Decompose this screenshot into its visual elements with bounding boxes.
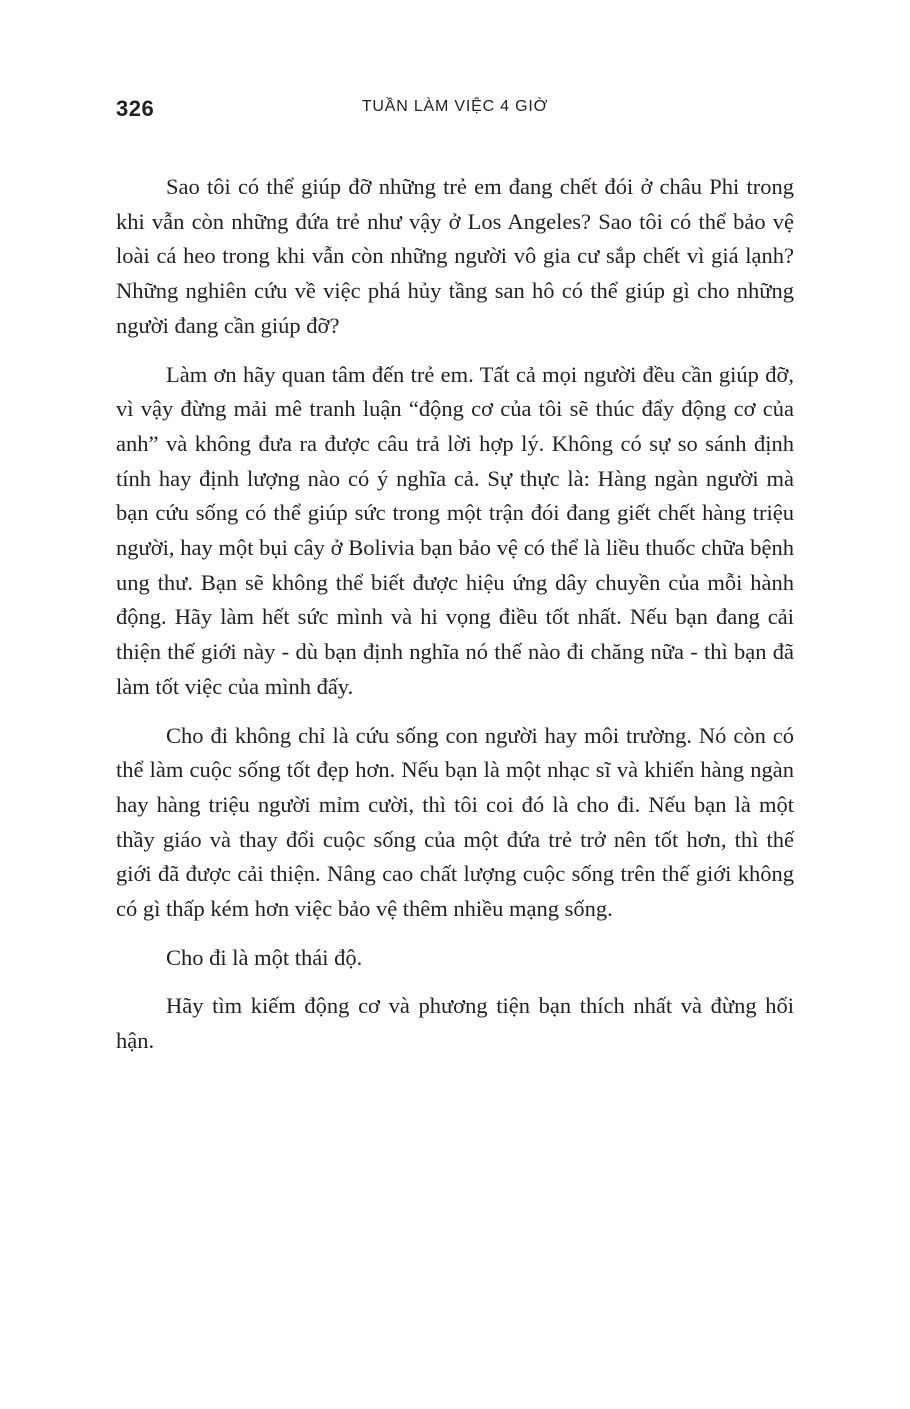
paragraph: Làm ơn hãy quan tâm đến trẻ em. Tất cả mọi người đều cần giúp đỡ, vì vậy đừng mải mê tranh luận “động cơ của tôi sẽ thúc đẩy động cơ của anh” và không đưa ra được câu trả lời hợp lý. Không có sự so sánh định tính hay định lượng nào có ý nghĩa cả. Sự thực là: Hàng ngàn người mà bạn cứu sống có thể giúp sức trong một trận đói đang giết chết hàng triệu người, hay một bụi cây ở Bolivia bạn bảo vệ có thể là liều thuốc chữa bệnh ung thư. Bạn sẽ không thể biết được hiệu ứng dây chuyền của mỗi hành động. Hãy làm hết sức mình và hi vọng điều tốt nhất. Nếu bạn đang cải thiện thế giới này - dù bạn định nghĩa nó thế nào đi chăng nữa - thì bạn đã làm tốt việc của mình đấy. <box>116 361 794 699</box>
body-text <box>116 170 794 1073</box>
paragraph: Hãy tìm kiếm động cơ và phương tiện bạn thích nhất và đừng hối hận. <box>116 993 794 1054</box>
running-title: TUẦN LÀM VIỆC 4 GIỜ <box>361 98 549 115</box>
page-number: 326 <box>116 96 155 121</box>
paragraph: Sao tôi có thể giúp đỡ những trẻ em đang chết đói ở châu Phi trong khi vẫn còn những đứa trẻ như vậy ở Los Angeles? Sao tôi có thể bảo vệ loài cá heo trong khi vẫn còn những người vô gia cư sắp chết vì giá lạnh? Những nghiên cứu về việc phá hủy tầng san hô có thể giúp gì cho những người đang cần giúp đỡ? <box>116 174 794 338</box>
paragraph: Cho đi là một thái độ. <box>166 944 363 970</box>
paragraph: Cho đi không chỉ là cứu sống con người hay môi trường. Nó còn có thể làm cuộc sống tốt đẹp hơn. Nếu bạn là một nhạc sĩ và khiến hàng ngàn hay hàng triệu người mỉm cười, thì tôi coi đó là cho đi. Nếu bạn là một thầy giáo và thay đổi cuộc sống của một đứa trẻ trở nên tốt hơn, thì thế giới đã được cải thiện. Nâng cao chất lượng cuộc sống trên thế giới không có gì thấp kém hơn việc bảo vệ thêm nhiều mạng sống. <box>116 722 794 922</box>
